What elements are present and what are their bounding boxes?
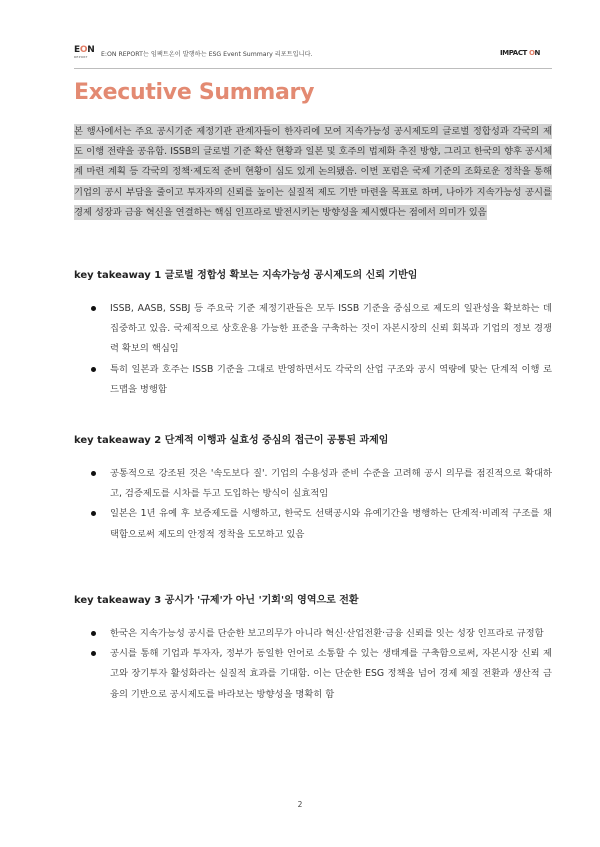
bullet-icon <box>91 511 96 516</box>
bullet-item <box>74 644 552 705</box>
header-divider <box>74 68 552 69</box>
bullet-icon <box>91 651 96 656</box>
bullet-item <box>74 299 552 360</box>
takeaway-section-1 <box>74 266 552 400</box>
logo-text: E <box>74 45 80 55</box>
bullet-text: 공시를 통해 기업과 투자자, 정부가 동일한 언어로 소통할 수 있는 생태계를 구축함으로써, 자본시장 신뢰 제고와 장기투자 활성화라는 실질적 효과를 기대함. 이는 단순한 ESG 정책을 넘어 경제 체질 전환과 생산적 금융의 기반으로 공시제도를 바라보는 방향성을 명확히 함 <box>110 648 552 700</box>
takeaway-section-2 <box>74 431 552 545</box>
bullet-icon <box>91 471 96 476</box>
takeaway-title: key takeaway 1 글로벌 정합성 확보는 지속가능성 공시제도의 신뢰 기반임 <box>74 270 418 281</box>
bullet-item <box>74 504 552 544</box>
page-header <box>74 44 550 66</box>
bullet-text: 한국은 지속가능성 공시를 단순한 보고의무가 아니라 혁신·산업전환·금융 신뢰를 잇는 성장 인프라로 규정함 <box>110 628 544 639</box>
takeaway-title: key takeaway 2 단계적 이행과 실효성 중심의 접근이 공통된 과제임 <box>74 435 389 446</box>
bullet-text: 공통적으로 강조된 것은 '속도보다 질'. 기업의 수용성과 준비 수준을 고려해 공시 의무를 점진적으로 확대하고, 검증제도를 시차를 두고 도입하는 방식이 실효적임 <box>110 468 552 500</box>
takeaway-title: key takeaway 3 공시가 '규제'가 아닌 '기회'의 영역으로 전환 <box>74 595 359 606</box>
logo-accent: O <box>79 45 88 55</box>
takeaway-bullet-list <box>74 299 552 400</box>
logo-accent: O <box>528 49 535 57</box>
summary-paragraph <box>74 122 552 223</box>
takeaway-bullet-list <box>74 464 552 545</box>
page-number: 2 <box>297 800 303 809</box>
logo-text: IMPACT <box>499 49 529 57</box>
logo-subtext: REPORT <box>74 55 88 59</box>
bullet-item <box>74 624 552 644</box>
page-title: Executive Summary <box>74 80 315 105</box>
impact-on-logo <box>500 49 540 57</box>
header-description: E:ON REPORT는 임팩트온이 발행하는 ESG Event Summary 리포트입니다. <box>101 51 313 58</box>
takeaway-bullet-list <box>74 624 552 705</box>
bullet-icon <box>91 367 96 372</box>
bullet-text: ISSB, AASB, SSBJ 등 주요국 기준 제정기관들은 모두 ISSB 기준을 중심으로 제도의 일관성을 확보하는 데 집중하고 있음. 국제적으로 상호운용 가능한 표준을 구축하는 것이 자본시장의 신뢰 회복과 기업의 정보 경쟁력 확보의 핵심임 <box>110 303 552 355</box>
summary-text: 본 행사에서는 주요 공시기준 제정기관 관계자들이 한자리에 모여 지속가능성 공시제도의 글로벌 정합성과 각국의 제도 이행 전략을 공유함. ISSB의 글로벌 기준 확산 현황과 일본 및 호주의 법제화 추진 방향, 그리고 한국의 향후 공시체계 마련 계획 등 각국의 정책·제도적 준비 현황이 심도 있게 논의됐음. 이번 포럼은 국제 기준의 조화로운 정착을 통해 기업의 공시 부담을 줄이고 투자자의 신뢰를 높이는 실질적 제도 기반 마련을 목표로 하며, 나아가 지속가능성 공시를 경제 성장과 금융 혁신을 연결하는 핵심 인프라로 발전시키는 방향성을 제시했다는 점에서 의미가 있음 <box>74 126 552 218</box>
bullet-text: 특히 일본과 호주는 ISSB 기준을 그대로 반영하면서도 각국의 산업 구조와 공시 역량에 맞는 단계적 이행 로드맵을 병행함 <box>110 363 552 395</box>
bullet-text: 일본은 1년 유예 후 보증제도를 시행하고, 한국도 선택공시와 유예기간을 병행하는 단계적·비례적 구조를 채택함으로써 제도의 안정적 정착을 도모하고 있음 <box>110 508 552 540</box>
takeaway-section-3 <box>74 591 552 705</box>
eon-report-logo <box>74 46 94 62</box>
logo-text: N <box>534 49 540 57</box>
bullet-item <box>74 464 552 504</box>
bullet-icon <box>91 306 96 311</box>
bullet-item <box>74 360 552 400</box>
bullet-icon <box>91 631 96 636</box>
logo-text: N <box>87 45 95 55</box>
